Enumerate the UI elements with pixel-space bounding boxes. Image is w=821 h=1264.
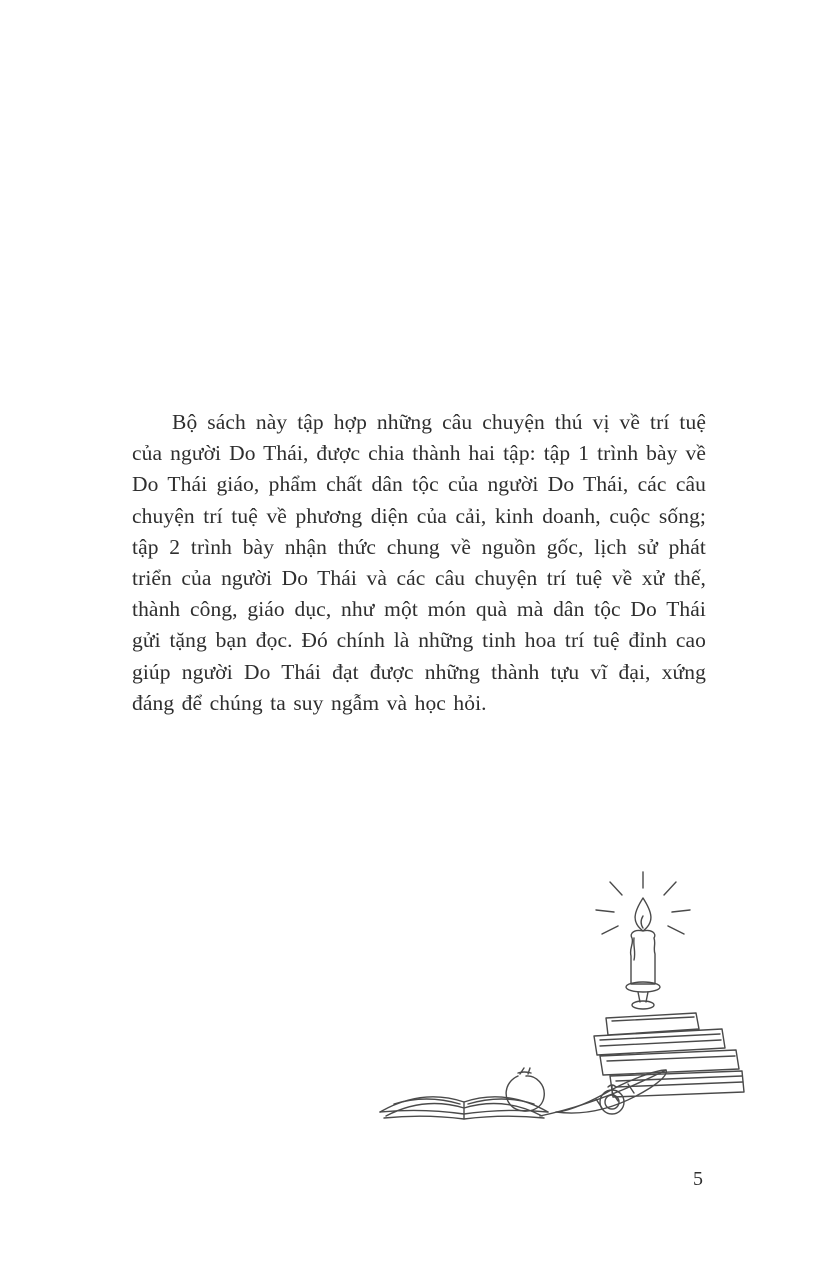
- book-stack-icon: [594, 1013, 744, 1097]
- candle-flame-icon: [635, 898, 651, 931]
- page-number: 5: [693, 1168, 703, 1190]
- candle-light-rays-icon: [596, 872, 690, 934]
- candlestick-icon: [626, 982, 660, 1009]
- candle-books-illustration: [350, 868, 750, 1158]
- pocket-watch-icon: [600, 1085, 624, 1114]
- open-book-icon: [380, 1097, 548, 1119]
- candle-books-illustration-svg: [350, 868, 750, 1158]
- body-paragraph: Bộ sách này tập hợp những câu chuyện thú vị về trí tuệ của người Do Thái, được chia thành hai tập: tập 1 trình bày về Do Thái giáo, phẩm chất dân tộc của người Do Thái, các câu chuyện trí tuệ về phương diện của cải, kinh doanh, cuộc sống; tập 2 trình bày nhận thức chung về nguồn gốc, lịch sử phát triển của người Do Thái và các câu chuyện trí tuệ về xử thế, thành công, giáo dục, như một món quà mà dân tộc Do Thái gửi tặng bạn đọc. Đó chính là những tinh hoa trí tuệ đỉnh cao giúp người Do Thái đạt được những thành tựu vĩ đại, xứng đáng để chúng ta suy ngẫm và học hỏi.: [132, 410, 706, 715]
- candle-body-icon: [631, 930, 655, 984]
